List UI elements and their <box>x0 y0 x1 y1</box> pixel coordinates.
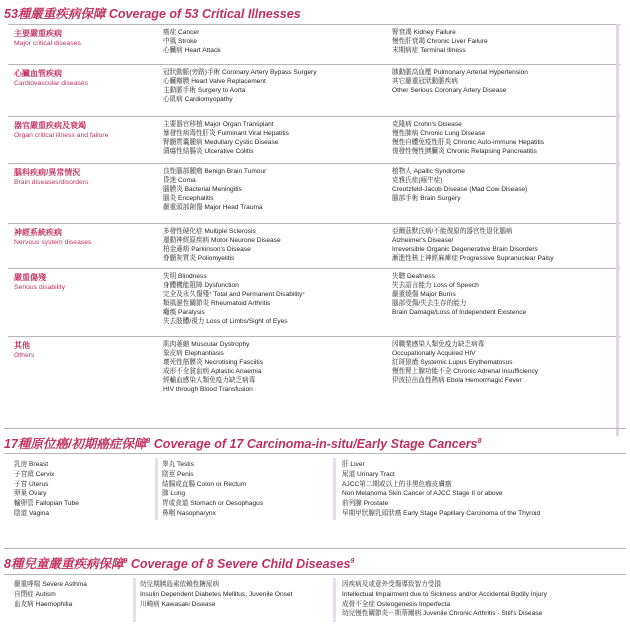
illness-item: 經輸血感染人類免疫力缺乏病毒 <box>163 377 256 385</box>
carcinoma-title-zh: 17種原位癌/初期癌症保障 <box>4 437 147 451</box>
decorative-bar <box>333 578 336 622</box>
list-item: 幼兒慢性關節炎－斯蒂爾病 Juvenile Chronic Arthritis - Still's Disease <box>342 610 543 618</box>
footnote-mark: 9 <box>350 557 355 565</box>
critical-section-title <box>4 4 301 22</box>
illness-item: 心肌病 Cardiomyopathy <box>163 96 233 104</box>
list-item: 輸卵管 Fallopian Tube <box>14 500 79 508</box>
category-label <box>14 227 154 248</box>
decorative-bar <box>333 458 336 520</box>
carcinoma-title-en: Coverage of 17 Carcinoma-in-situ/Early Stage Cancers <box>153 437 478 451</box>
category-name-zh: 心臟血管疾病 <box>14 69 62 78</box>
illness-item: 克雅氏症(瘋牛症) <box>392 177 443 185</box>
category-row <box>8 163 620 223</box>
decorative-bar <box>155 458 158 520</box>
category-row <box>8 64 620 116</box>
list-item: 早期甲狀腺乳頭狀癌 Early Stage Papillary Carcinoma of the Thyroid <box>342 509 541 517</box>
category-label <box>14 120 154 141</box>
illness-item: 壞死性筋膜炎 Necrotising Fasciitis <box>163 359 264 367</box>
illness-item: 亞爾茲默氏病/不能復原的器官性退化腦病 <box>392 228 513 235</box>
list-item: 子宮頸 Cervix <box>14 470 55 478</box>
child-title-zh: 8種兒童嚴重疾病保障 <box>4 557 124 571</box>
illness-item: 腦部手術 Brain Surgery <box>392 195 461 203</box>
illness-item: 因職業感染人類免疫力缺乏病毒 <box>392 341 485 348</box>
illness-list <box>392 167 527 203</box>
illness-item: 失去語言能力 Loss of Speech <box>392 282 479 290</box>
category-name-zh: 嚴重傷殘 <box>14 273 46 282</box>
illness-item: 心臟瓣膜 Heart Valve Replacement <box>163 78 266 86</box>
illness-item: 運動神經原疾病 Motor Neurone Disease <box>163 237 281 245</box>
illness-item: 復發性慢性胰臟炎 Chronic Relapsing Pancreatitis <box>392 148 537 156</box>
category-label <box>14 272 154 293</box>
category-row <box>8 116 620 163</box>
list-item: Non Melanoma Skin Cancer of AJCC Stage II or above <box>342 490 503 498</box>
carcinoma-list-col1 <box>14 460 79 519</box>
illness-item: 腎髓質囊腫病 Medullary Cystic Disease <box>163 139 279 147</box>
category-label <box>14 68 154 89</box>
illness-item: 末期病症 Terminal Illness <box>392 47 466 55</box>
illness-list <box>163 227 281 263</box>
list-item: 前列腺 Prostate <box>342 500 389 508</box>
illness-list <box>163 340 263 395</box>
illness-list <box>392 28 488 55</box>
list-item: 嚴重哮喘 Severe Asthma <box>14 581 87 588</box>
illness-item: 中風 Stroke <box>163 38 198 46</box>
decorative-sidebar <box>616 24 619 436</box>
child-section-title <box>4 554 354 572</box>
illness-item: 慢性腎上腺功能不全 Chronic Adrenal Insufficiency <box>392 368 539 376</box>
category-label <box>14 28 154 49</box>
illness-item: 冠狀動脈(旁路)手術 Coronary Artery Bypass Surgery <box>163 69 317 76</box>
list-item: Insulin Dependent Diabetes Mellitus, Juvenile Onset <box>140 590 293 598</box>
list-item: 鼻咽 Nasopharynx <box>162 509 216 517</box>
illness-item: 暴發性病毒性肝炎 Fulminant Viral Hepatitis <box>163 130 289 138</box>
list-item: 胃或食道 Stomach or Oesophagus <box>162 500 264 508</box>
illness-list <box>392 272 526 317</box>
illness-item: 失明 Blindness <box>163 273 207 280</box>
section-rule <box>4 453 626 454</box>
category-label <box>14 167 154 188</box>
illness-item: 多發性硬化症 Multiple Sclerosis <box>163 228 256 235</box>
child-list-col1 <box>14 580 87 609</box>
category-name-zh: 腦科疾病/異常情況 <box>14 168 81 177</box>
category-name-en: Cardiovascular diseases <box>14 80 89 87</box>
illness-item: 柏金遜病 Parkinson's Disease <box>163 246 251 254</box>
list-item: 尿道 Urinary Tract <box>342 470 395 478</box>
list-item: 血友病 Haemophilia <box>14 600 73 608</box>
list-item: 肺 Lung <box>162 490 186 498</box>
category-name-en: Major critical diseases <box>14 40 81 47</box>
section-divider <box>4 428 626 429</box>
illness-item: 紅斑狼瘡 Systemic Lupus Erythematosus <box>392 359 513 367</box>
category-label <box>14 340 154 361</box>
list-item: 睾丸 Testis <box>162 461 194 468</box>
illness-item: 嚴重頭部創傷 Major Head Trauma <box>163 204 263 212</box>
footnote-mark: 8 <box>146 437 151 445</box>
illness-item: 肺動脈高血壓 Pulmonary Arterial Hypertension <box>392 69 528 76</box>
illness-item: 成形不全貧血病 Aplastic Anaemia <box>163 368 262 376</box>
illness-item: 癱瘓 Paralysis <box>163 309 205 317</box>
carcinoma-list-col2 <box>162 460 263 519</box>
illness-list <box>392 340 538 385</box>
illness-item: 脊髓灰質炎 Poliomyelitis <box>163 255 235 263</box>
illness-item: HIV through Blood Transfusion <box>163 386 253 394</box>
footnote-mark: 9 <box>123 557 128 565</box>
illness-item: 克隆病 Crohn's Disease <box>392 121 462 128</box>
illness-item: 慢性自體免疫性肝炎 Chronic Auto-immune Hepatitis <box>392 139 545 147</box>
illness-item: 象皮病 Elephantiasis <box>163 350 224 358</box>
illness-list <box>392 227 554 263</box>
illness-list <box>392 68 528 95</box>
child-list-col2 <box>140 580 292 609</box>
illness-item: Irreversible Organic Degenerative Brain Disorders <box>392 246 538 254</box>
illness-list <box>163 167 266 212</box>
category-name-en: Organ critical illness and failure <box>14 132 109 139</box>
list-item: 自閉症 Autism <box>14 590 56 598</box>
category-row <box>8 336 620 416</box>
illness-item: Creutzfeld-Jacob Disease (Mad Cow Disease) <box>392 186 528 194</box>
illness-list <box>392 120 544 156</box>
category-name-en: Others <box>14 352 35 359</box>
category-name-en: Serious disability <box>14 284 65 291</box>
list-item: 子宮 Uterus <box>14 480 49 488</box>
illness-item: 腦部受傷/失去生存的能力 <box>392 300 467 308</box>
child-list-col3 <box>342 580 547 619</box>
illness-item: 完全及永久傷殘⁷ Total and Permanent Disability⁷ <box>163 291 305 299</box>
illness-list <box>163 28 221 55</box>
carcinoma-section-title <box>4 434 481 452</box>
illness-item: 主要器官移植 Major Organ Transplant <box>163 121 274 128</box>
critical-title-en: Coverage of 53 Critical Illnesses <box>108 7 301 21</box>
illness-item: 良性腦部腫瘤 Benign Brain Tumour <box>163 168 267 175</box>
illness-item: Brain Damage/Loss of Independent Existence <box>392 309 527 317</box>
list-item: 陰道 Vagina <box>14 509 50 517</box>
list-item: 卵巢 Ovary <box>14 490 47 498</box>
category-name-zh: 器官嚴重疾病及衰竭 <box>14 121 86 130</box>
category-name-en: Nervous system diseases <box>14 239 92 246</box>
section-divider <box>4 548 626 549</box>
illness-item: 植物人 Apallic Syndrome <box>392 168 465 175</box>
category-name-zh: 其他 <box>14 341 30 350</box>
illness-item: 失去肢體/視力 Loss of Limbs/Sight of Eyes <box>163 318 288 326</box>
illness-item: 嚴重燒傷 Major Burns <box>392 291 456 299</box>
category-name-zh: 神經系統疾病 <box>14 228 62 237</box>
illness-item: 其它嚴重冠狀動脈疾病 <box>392 78 458 86</box>
category-row <box>8 268 620 336</box>
list-item: 結腸或直腸 Colon or Rectum <box>162 480 247 488</box>
category-name-zh: 主要嚴重疾病 <box>14 29 62 38</box>
illness-item: 身體機能阻障 Dysfunction <box>163 282 239 290</box>
illness-item: 類風濕性關節炎 Rheumatoid Arthritis <box>163 300 271 308</box>
illness-item: 癌症 Cancer <box>163 29 200 36</box>
illness-item: 慢性肝衰竭 Chronic Liver Failure <box>392 38 488 46</box>
list-item: 川崎病 Kawasaki Disease <box>140 600 216 608</box>
list-item: 因疾病及或意外受傷導致智力受損 <box>342 581 441 588</box>
illness-item: 伊波拉出血性熱病 Ebola Hemorrhagic Fever <box>392 377 522 385</box>
list-item: 乳房 Breast <box>14 461 49 468</box>
decorative-bar <box>133 578 136 622</box>
illness-item: 潰瘍性結腸炎 Ulcerative Colitis <box>163 148 254 156</box>
category-row <box>8 223 620 268</box>
illness-item: 慢性肺病 Chronic Lung Disease <box>392 130 486 138</box>
illness-item: 心臟病 Heart Attack <box>163 47 221 55</box>
list-item: 幼兒期胰島素依賴性糖尿病 <box>140 581 220 588</box>
illness-item: 腦炎 Encephalitis <box>163 195 214 203</box>
illness-item: 肌肉萎縮 Muscular Dystrophy <box>163 341 250 348</box>
footnote-mark: 8 <box>477 437 482 445</box>
child-title-en: Coverage of 8 Severe Child Diseases <box>130 557 351 571</box>
list-item: 成骨不全症 Osteogenesis Imperfecta <box>342 600 451 608</box>
list-item: Intellectual Impairment due to Sickness and/or Accidental Bodily Injury <box>342 590 547 598</box>
list-item: 肝 Liver <box>342 461 365 468</box>
list-item: 陰莖 Penis <box>162 470 194 478</box>
illness-item: Occupationally Acquired HIV <box>392 350 476 358</box>
illness-list <box>163 68 317 104</box>
illness-item: 腎衰竭 Kidney Failure <box>392 29 456 36</box>
illness-list <box>163 120 289 156</box>
illness-item: Alzheimer's Disease/ <box>392 237 454 245</box>
illness-item: 昏迷 Coma <box>163 177 196 185</box>
section-rule <box>4 574 626 575</box>
category-row <box>8 24 620 64</box>
critical-title-zh: 53種嚴重疾病保障 <box>4 7 106 21</box>
list-item: AJCC第二期或以上的非黑色瘤皮膚癌 <box>342 480 452 488</box>
illness-item: 主動脈手術 Surgery to Aorta <box>163 87 246 95</box>
category-name-en: Brain diseases/disorders <box>14 179 89 186</box>
carcinoma-list-col3 <box>342 460 540 519</box>
illness-item: Other Serious Coronary Artery Disease <box>392 87 507 95</box>
illness-item: 失聰 Deafness <box>392 273 435 280</box>
illness-item: 腦膜炎 Bacterial Meningitis <box>163 186 242 194</box>
illness-item: 漸進性核上神經麻痺症 Progressive Supranuclear Palsy <box>392 255 554 263</box>
illness-list <box>163 272 305 327</box>
